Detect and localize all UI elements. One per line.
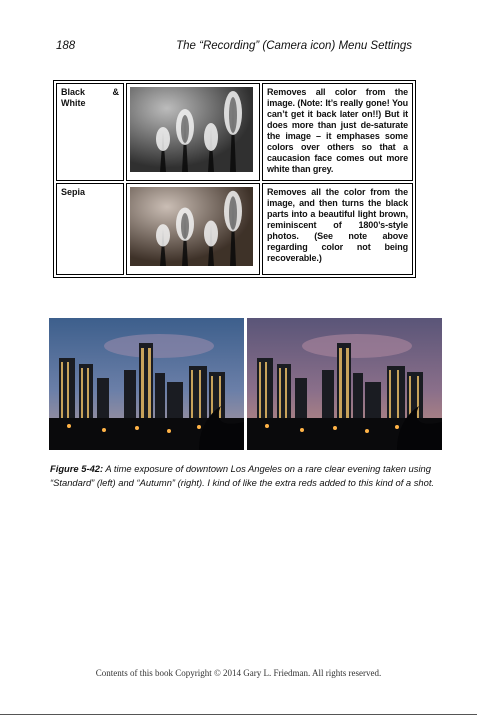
setting-description: Removes all color from the image. (Note: It’s really gone! You can’t get it back later on!!) But it does more than just de-saturate the image – it emphases some colors over others so that a caucasion face comes out more white than grey. bbox=[262, 83, 413, 181]
page-bottom-rule bbox=[0, 714, 477, 715]
figure-label: Figure 5-42: bbox=[50, 463, 104, 474]
setting-description: Removes all the color from the image, and then turns the black parts into a beautiful light brown, reminiscent of 1800’s-style photos. (See note above regarding color not being recoverable.) bbox=[262, 183, 413, 275]
page-number: 188 bbox=[56, 40, 76, 52]
table-row bbox=[56, 83, 413, 181]
standard-photo bbox=[49, 318, 244, 450]
figure-photos bbox=[49, 318, 442, 450]
sepia-flower-photo bbox=[130, 187, 253, 266]
running-title: The “Recording” (Camera icon) Menu Settings bbox=[176, 40, 412, 52]
autumn-photo bbox=[247, 318, 442, 450]
table-row bbox=[56, 183, 413, 275]
copyright-footer: Contents of this book Copyright © 2014 Gary L. Friedman. All rights reserved. bbox=[95, 668, 382, 678]
setting-name: Sepia bbox=[56, 183, 124, 275]
setting-example-image bbox=[126, 83, 260, 181]
settings-table bbox=[53, 80, 416, 278]
bw-flower-photo bbox=[130, 87, 253, 172]
figure-caption bbox=[50, 462, 450, 490]
page-header bbox=[50, 40, 412, 56]
figure-caption-text: A time exposure of downtown Los Angeles on a rare clear evening taken using “Standard” (left) and “Autumn” (right). I kind of like the extra reds added to this kind of a shot. bbox=[50, 463, 435, 488]
setting-name: Black & White bbox=[56, 83, 124, 181]
setting-example-image bbox=[126, 183, 260, 275]
